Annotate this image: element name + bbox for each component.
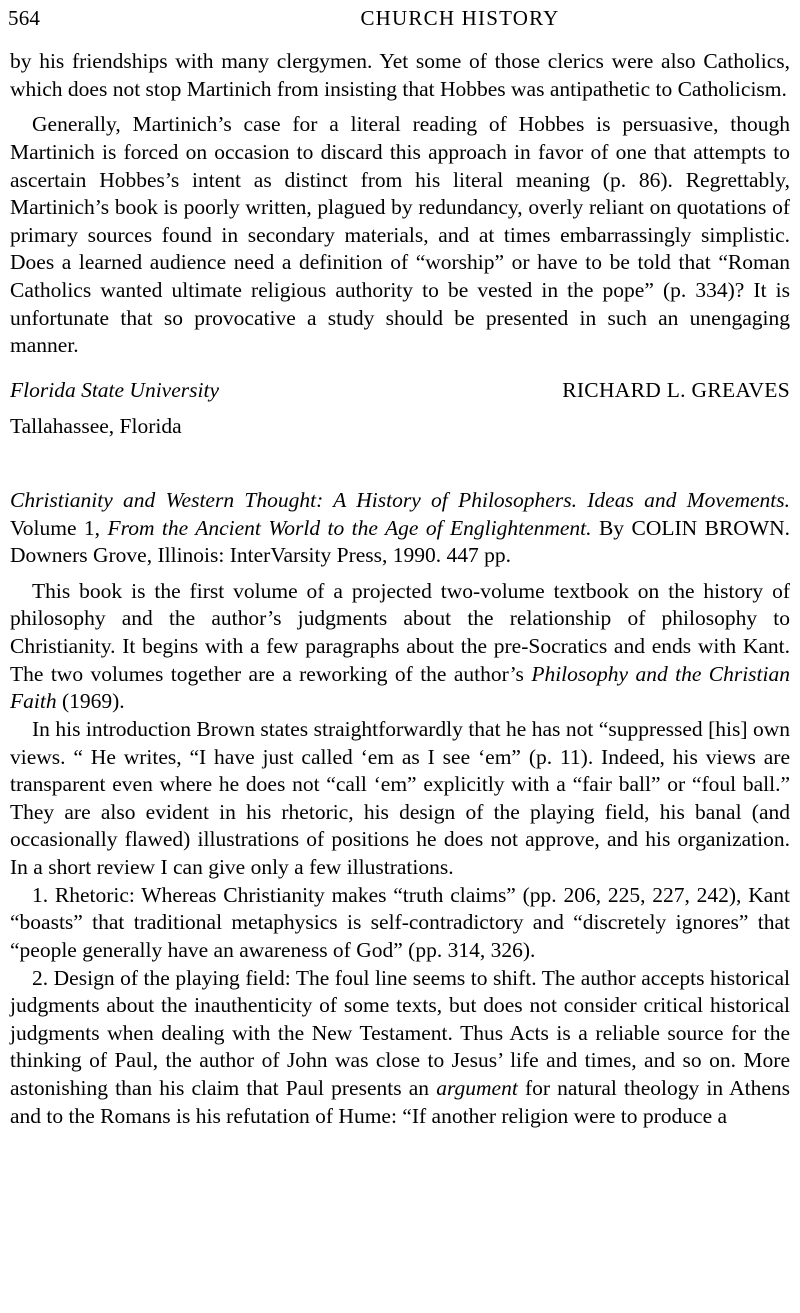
spacer [10, 103, 790, 111]
byline-location: Tallahassee, Florida [10, 413, 182, 438]
citation-title: Christianity and Western Thought: A History of Philosophers. Ideas and Movements. [10, 487, 790, 512]
paragraph: 2. Design of the playing field: The foul line seems to shift. The author accepts historical judgments about the inauthenticity of some texts, but does not consider critical historical judgments when dealing with the New Testament. Thus Acts is a reliable source for the thinking of Paul, the author of John was close to Jesus’ life and times, and so on. More astonishing than his claim that Paul presents an argument for natural theology in Athens and to the Romans is his refutation of Hume: “If another religion were to produce a [10, 965, 790, 1128]
spacer [0, 439, 800, 487]
paragraph: Generally, Martinich’s case for a literal reading of Hobbes is persuasive, though Martinich is forced on occasion to discard this approach in favor of one that attempts to ascertain Hobbes’s intent as distinct from his literal meaning (p. 86). Regrettably, Martinich’s book is poorly written, plagued by redundancy, overly reliant on quotations of primary sources found in secondary materials, and at times embarrassingly simplistic. Does a learned audience need a definition of “worship” or have to be told that “Roman Catholics wanted ultimate religious authority to be vested in the pope” (p. 334)? It is unfortunate that so provocative a study should be presented in such an unengaging manner. [10, 112, 790, 358]
running-head [8, 0, 792, 48]
paragraph: by his friendships with many clergymen. Yet some of those clerics were also Catholics, which does not stop Martinich from insisting that Hobbes was antipathetic to Catholicism. [10, 49, 790, 101]
review-two-citation [10, 487, 790, 570]
review-one [10, 48, 790, 360]
journal-title: CHURCH HISTORY [360, 6, 560, 30]
byline-author: RICHARD L. GREAVES [562, 377, 790, 402]
italic-work-title: Philosophy and the Christian Faith [10, 661, 790, 714]
page-number: 564 [8, 6, 41, 30]
citation-subtitle: From the Ancient World to the Age of Englightenment. [107, 515, 592, 540]
spacer [0, 360, 800, 378]
paragraph: 1. Rhetoric: Whereas Christianity makes “truth claims” (pp. 206, 225, 227, 242), Kant “boasts” that traditional metaphysics is self-contradictory and “discretely ignores” that “people generally have an awareness of God” (pp. 314, 326). [10, 882, 790, 962]
citation-by: By [591, 515, 632, 540]
italic-emphasis: argument [436, 1076, 518, 1100]
review-two [10, 578, 790, 1131]
byline-institution: Florida State University [10, 377, 219, 402]
spacer [0, 570, 800, 578]
citation-volume: Volume 1, [10, 515, 108, 540]
paragraph: In his introduction Brown states straightforwardly that he has not “suppressed [his] own views. “ He writes, “I have just called ‘em as I see ‘em” (p. 11). Indeed, his views are transparent even where he does not “call ‘em” explicitly with a “fair ball” or “foul ball.” They are also evident in his rhetoric, his design of the playing field, his banal (and occasionally flawed) illustrations of positions he does not approve, and his organization. In a short review I can give only a few illustrations. [10, 716, 790, 879]
review-one-byline [10, 378, 790, 408]
citation-author: COLIN BROWN [631, 515, 785, 540]
citation-publication: . Downers Grove, Illinois: InterVarsity Press, 1990. 447 pp. [10, 515, 791, 568]
paragraph: This book is the first volume of a projected two-volume textbook on the history of philosophy and the author’s judgments about the relationship of philosophy to Christianity. It begins with a few paragraphs about the pre-Socratics and ends with Kant. The two volumes together are a reworking of the author’s Philosophy and the Christian Faith (1969). [10, 578, 790, 714]
